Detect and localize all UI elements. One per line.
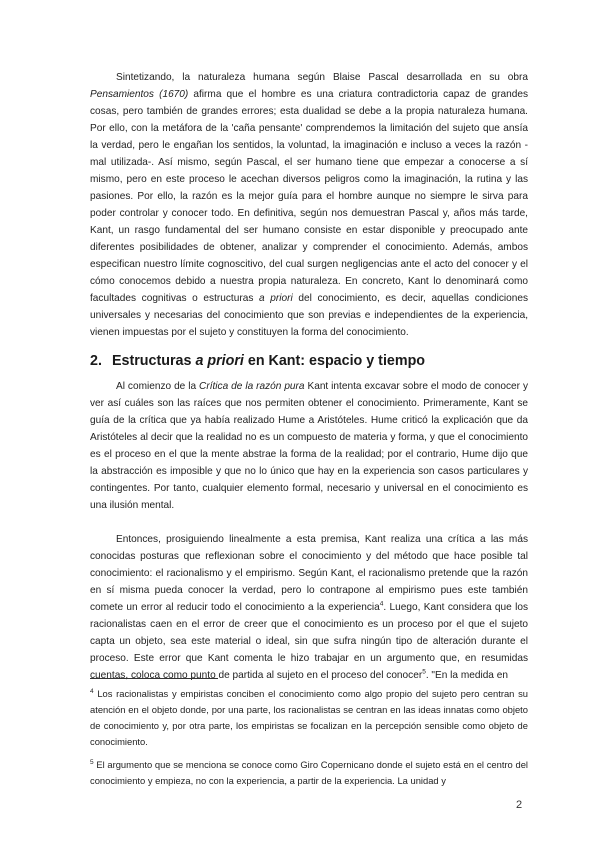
text-run: afirma que el hombre es una criatura contradictoria capaz de grandes cosas, pero también de grandes errores; esta dualidad se debe a la propia naturaleza humana. Por ello, con la metáfora de la 'caña pensante' comprendemos la limitación del sujeto que ansía la verdad, pero le engañan los sentidos, la voluntad, la imaginación e incluso a veces la razón -mal utilizada-. Así mismo, según Pascal, el ser humano tiene que empezar a conocerse a sí mismo, pero en este proceso le acechan diversos peligros como la imaginación, la rutina y las pasiones. Por ello, la razón es la mejor guía para el hombre aunque no siempre le sirva para poder controlar y conocer todo. En definitiva, según nos demuestran Pascal y, años más tarde, Kant, un rasgo fundamental del ser humano consiste en estar disponible y preocupado ante diferentes posibilidades de obtener, analizar y comprender el conocimiento. Además, ambos especifican nuestro límite cognoscitivo, del cual surgen negligencias ante el acto del conocer y el cómo conocemos debido a nuestra propia naturaleza. En concreto, Kant lo denominará como facultades cognitivas o estructuras [90, 89, 528, 304]
text-run: Al comienzo de la [116, 381, 200, 392]
text-run: del conocimiento, es decir, aquellas condiciones universales y necesarias del conocimiento que son previas e independientes de la experiencia, vienen impuestas por el sujeto y constituyen la forma del conocimiento. [90, 293, 529, 338]
page-number: 2 [516, 799, 523, 811]
footnote-mark-4: 4 [90, 687, 94, 695]
paragraph-pascal-kant [90, 69, 528, 341]
footnote-ref-5[interactable]: 5 [422, 668, 426, 676]
footnote-mark-5: 5 [90, 758, 94, 766]
heading-text: en Kant: espacio y tiempo [243, 353, 426, 369]
paragraph-intro [90, 69, 528, 341]
footnote-text: Los racionalistas y empiristas conciben el conocimiento como algo propio del sujeto pero centran su atención en el objeto donde, por una parte, los racionalistas se centran en las ideas innatas como objeto de conocimiento y, por otra parte, los empiristas se focalizan en la percepción sensible como objeto de conocimiento. [90, 688, 528, 747]
text-run: . "En la medida en [425, 670, 508, 681]
footnote-4 [90, 686, 528, 750]
work-title-critica: Crítica de la razón pura [199, 381, 305, 392]
paragraph-racionalismo-empirismo [90, 531, 528, 684]
text-run: Kant intenta excavar sobre el modo de conocer y ver así cuáles son las raíces que nos permiten obtener el conocimiento. Primeramente, Kant se guía de la crítica que ya había realizado Hume a Aristóteles. Hume criticó la explicación que da Aristóteles al decir que la realidad no es un compuesto de materia y forma, y que el conocimiento es el proceso en el que la mente abstrae la forma de la realidad; por el contrario, Hume dijo que la abstracción es imposible y que no lo único que hay en la experiencia son casos particulares y contingentes. Por tanto, cualquier elemento formal, necesario y universal en el conocimiento es una ilusión mental. [90, 381, 528, 511]
section-number: 2. [90, 353, 102, 369]
footnote-text: El argumento que se menciona se conoce como Giro Copernicano donde el sujeto está en el centro del conocimiento y empieza, no con la experiencia, a partir de la experiencia. La unidad y [90, 759, 528, 786]
footnote-5 [90, 757, 528, 789]
section-body [90, 378, 528, 684]
footnote-ref-4[interactable]: 4 [379, 600, 384, 608]
paragraph-hume-aristoteles [90, 378, 528, 514]
heading-text: Estructuras [112, 353, 196, 369]
section-heading [90, 353, 530, 369]
text-run: Entonces, prosiguiendo linealmente a esta premisa, Kant realiza una crítica a las más conocidas posturas que reflexionan sobre el conocimiento y del método que hace posible tal conocimiento: el racionalismo y el empirismo. Según Kant, el racionalismo pretende que la razón en sí misma pueda conocer la verdad, pero lo contrapone al empirismo pues este también comete un error al reducir todo el conocimiento a la experiencia [90, 534, 528, 613]
heading-term-a-priori: a priori [195, 353, 244, 369]
footnote-separator [90, 678, 218, 679]
work-title-pensamientos: Pensamientos (1670) [90, 89, 189, 100]
footnotes [90, 686, 528, 789]
term-a-priori: a priori [259, 293, 293, 304]
text-run: Sintetizando, la naturaleza humana según Blaise Pascal desarrollada en su obra [116, 72, 528, 83]
text-run: . Luego, Kant considera que los racionalistas caen en el error de creer que el conocimiento es un proceso por el que el sujeto capta un objeto, sea este material o ideal, sin que sufra ningún tipo de alteración durante el proceso. Este error que Kant comenta le hizo trabajar en un argumento que, en resumidas cuentas, coloca como punto de partida al sujeto en el proceso del conocer [90, 602, 528, 681]
